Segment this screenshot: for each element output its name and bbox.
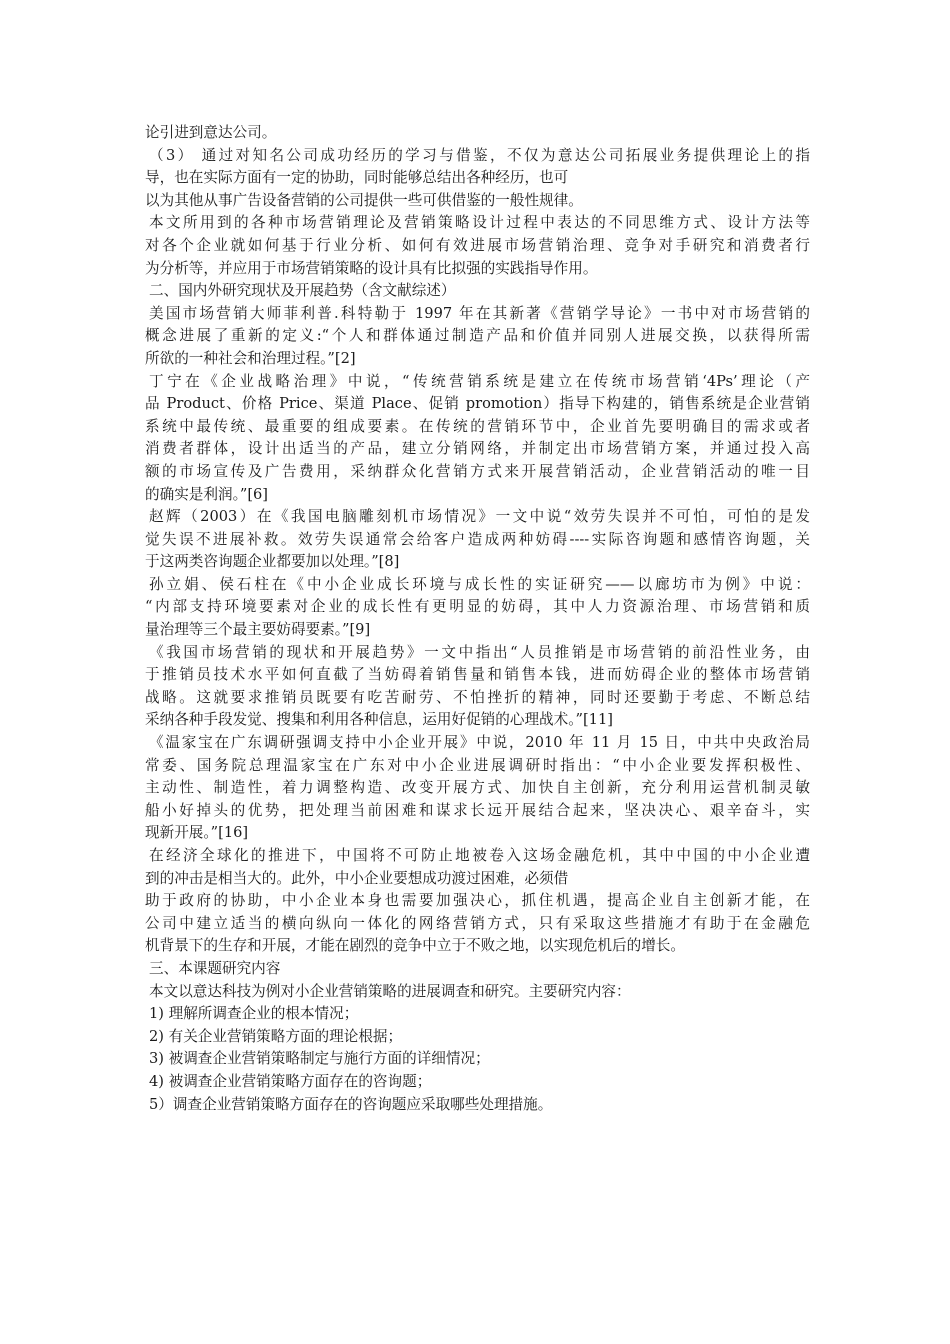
text-line: 觉失误不进展补救。效劳失误通常会给客户造成两种妨碍----实际咨询题和感情咨询题，关 bbox=[145, 530, 810, 548]
text-line: 的确实是利润。”[6] bbox=[145, 485, 268, 503]
text-line: 在经济全球化的推进下，中国将不可防止地被卷入这场金融危机，其中中国的中小企业遭 bbox=[149, 847, 810, 864]
text-line: 导，也在实际方面有一定的协助，同时能够总结出各种经历，也可 bbox=[145, 169, 569, 187]
text-line: 机背景下的生存和开展，才能在剧烈的竞争中立于不败之地，以实现危机后的增长。 bbox=[145, 937, 685, 955]
text-line: 额的市场宣传及广告费用，采纳群众化营销方式来开展营销活动，企业营销活动的唯一目 bbox=[145, 462, 810, 480]
text-line: 对各个企业就如何基于行业分析、如何有效进展市场营销治理、竞争对手研究和消费者行 bbox=[145, 236, 810, 254]
text-line: 为分析等，并应用于市场营销策略的设计具有比拟强的实践指导作用。 bbox=[145, 259, 598, 277]
text-line: 《温家宝在广东调研强调支持中小企业开展》中说，2010 年 11 月 15 日，中共中央政治局 bbox=[149, 734, 810, 752]
text-line: 现新开展。”[16] bbox=[145, 824, 249, 842]
text-line: 助于政府的协助，中小企业本身也需要加强决心，抓住机遇，提高企业自主创新才能，在 bbox=[145, 892, 810, 910]
text-line: 2) 有关企业营销策略方面的理论根据； bbox=[149, 1027, 403, 1045]
document-body bbox=[145, 122, 810, 1116]
text-line: 三、本课题研究内容 bbox=[149, 959, 281, 977]
text-line: 二、国内外研究现状及开展趋势（含文献综述） bbox=[149, 282, 456, 300]
text-line: 5）调查企业营销策略方面存在的咨询题应采取哪些处理措施。 bbox=[149, 1095, 553, 1113]
text-line: 赵辉（2003）在《我国电脑雕刻机市场情况》一文中说“效劳失误并不可怕，可怕的是发 bbox=[149, 508, 810, 526]
text-line: 3) 被调查企业营销策略制定与施行方面的详细情况； bbox=[149, 1050, 490, 1068]
text-line: 于推销员技术水平如何直截了当妨碍着销售量和销售本钱，进而妨碍企业的整体市场营销 bbox=[145, 666, 810, 684]
text-line: 采纳各种手段发觉、搜集和利用各种信息，运用好促销的心理战术。”[11] bbox=[145, 711, 613, 729]
text-line: 以为其他从事广告设备营销的公司提供一些可供借鉴的一般性规律。 bbox=[145, 191, 583, 209]
text-line: 本文以意达科技为例对小企业营销策略的进展调查和研究。主要研究内容： bbox=[149, 982, 631, 1000]
text-line: “内部支持环境要素对企业的成长性有更明显的妨碍，其中人力资源治理、市场营销和质 bbox=[145, 598, 810, 616]
text-line: 丁宁在《企业战略治理》中说，“传统营销系统是建立在传统市场营销‘4Ps’理论（产 bbox=[149, 372, 810, 390]
text-line: 公司中建立适当的横向纵向一体化的网络营销方式，只有采取这些措施才有助于在金融危 bbox=[145, 914, 810, 932]
text-line: 到的冲击是相当大的。此外，中小企业要想成功渡过困难，必须借 bbox=[145, 869, 569, 887]
text-line: 1) 理解所调查企业的根本情况； bbox=[149, 1005, 359, 1023]
text-line: 4) 被调查企业营销策略方面存在的咨询题； bbox=[149, 1072, 432, 1090]
text-line: 所欲的一种社会和治理过程。”[2] bbox=[145, 349, 356, 367]
text-line: 论引进到意达公司。 bbox=[145, 124, 277, 141]
text-line: 《我国市场营销的现状和开展趋势》一文中指出“人员推销是市场营销的前沿性业务，由 bbox=[149, 643, 810, 661]
text-line: 常委、国务院总理温家宝在广东对中小企业进展调研时指出：“中小企业要发挥积极性、 bbox=[145, 756, 810, 774]
text-line: 美国市场营销大师菲利普.科特勒于 1997 年在其新著《营销学导论》一书中对市场营销的 bbox=[149, 304, 810, 322]
text-line: 消费者群体，设计出适当的产品，建立分销网络，并制定出市场营销方案，并通过投入高 bbox=[145, 440, 810, 458]
text-line: 系统中最传统、最重要的组成要素。在传统的营销环节中，企业首先要明确目的需求或者 bbox=[145, 417, 810, 435]
text-line: 量治理等三个最主要妨碍要素。”[9] bbox=[145, 621, 371, 639]
text-line: 船小好掉头的优势，把处理当前困难和谋求长远开展结合起来，坚决决心、艰辛奋斗，实 bbox=[145, 801, 810, 819]
text-line: （3） 通过对知名公司成功经历的学习与借鉴，不仅为意达公司拓展业务提供理论上的指 bbox=[149, 146, 810, 164]
text-line: 孙立娟、侯石柱在《中小企业成长环境与成长性的实证研究——以廊坊市为例》中说： bbox=[149, 575, 810, 593]
text-line: 概念进展了重新的定义:“个人和群体通过制造产品和价值并同别人进展交换，以获得所需 bbox=[145, 327, 810, 345]
text-line: 于这两类咨询题企业都要加以处理。”[8] bbox=[145, 553, 400, 571]
text-line: 品 Product、价格 Price、渠道 Place、促销 promotion）指导下构建的，销售系统是企业营销 bbox=[145, 395, 810, 413]
text-line: 本文所用到的各种市场营销理论及营销策略设计过程中表达的不同思维方式、设计方法等 bbox=[149, 214, 810, 232]
text-line: 战略。这就要求推销员既要有吃苦耐劳、不怕挫折的精神，同时还要勤于考虑、不断总结 bbox=[145, 688, 810, 706]
text-line: 主动性、制造性，着力调整构造、改变开展方式、加快自主创新，充分利用运营机制灵敏 bbox=[145, 779, 810, 797]
